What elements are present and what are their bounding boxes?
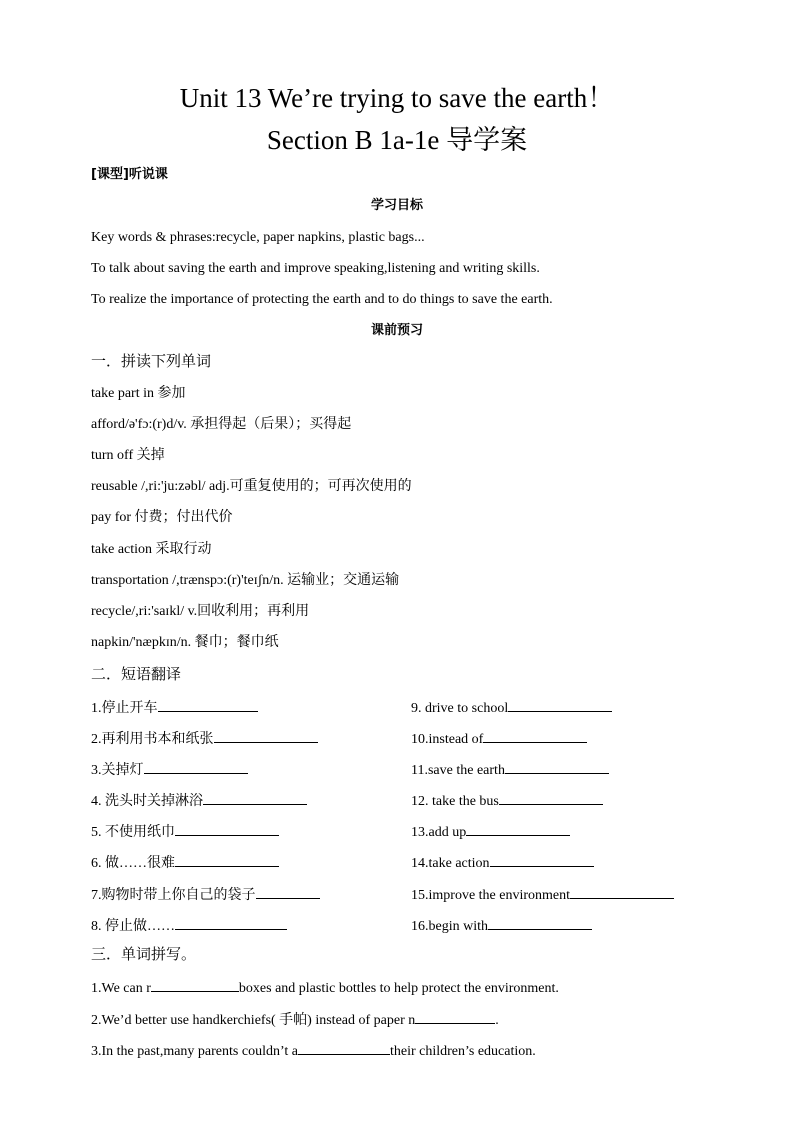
vocab-item: pay for 付费；付出代价 — [91, 510, 233, 525]
answer-blank[interactable] — [466, 821, 570, 836]
phrase-item — [411, 821, 570, 842]
spelling-rest: their children’s education. — [389, 1044, 536, 1059]
phrase-prompt: 4. 洗头时关掉淋浴 — [91, 794, 203, 809]
answer-blank[interactable] — [415, 1009, 495, 1024]
goal-line: To talk about saving the earth and improve speaking,listening and writing skills. — [91, 261, 540, 276]
unit-title: Unit 13 We’re trying to save the earth！ — [179, 83, 615, 113]
phrase-item — [91, 852, 279, 873]
phrase-item — [411, 915, 592, 936]
phrase-item — [91, 915, 287, 936]
phrase-prompt: 12. take the bus — [411, 794, 499, 809]
lesson-type: [课型]听说课 — [91, 167, 168, 182]
answer-blank[interactable] — [256, 884, 320, 899]
phrase-item — [91, 697, 258, 718]
goals-heading: 学习目标 — [370, 198, 423, 213]
answer-blank[interactable] — [175, 852, 279, 867]
phrase-prompt: 1.停止开车 — [91, 701, 158, 716]
vocab-item: turn off 关掉 — [91, 448, 165, 463]
answer-blank[interactable] — [214, 728, 318, 743]
answer-blank[interactable] — [158, 697, 258, 712]
part3-heading: 三．单词拼写。 — [91, 945, 197, 963]
preview-heading: 课前预习 — [370, 323, 423, 338]
phrase-item — [91, 728, 318, 749]
spelling-rest: . — [495, 1013, 499, 1028]
answer-blank[interactable] — [483, 728, 587, 743]
answer-blank[interactable] — [144, 759, 248, 774]
spelling-rest: boxes and plastic bottles to help protect the environment. — [238, 981, 559, 996]
phrase-item — [411, 759, 609, 780]
part2-heading: 二．短语翻译 — [91, 665, 182, 683]
phrase-item — [91, 821, 279, 842]
spelling-prompt: 3.In the past,many parents couldn’t a — [91, 1044, 298, 1059]
phrase-item — [411, 728, 587, 749]
phrase-prompt: 3.关掉灯 — [91, 763, 144, 778]
spelling-item — [91, 1009, 499, 1030]
spelling-item — [91, 1040, 536, 1061]
answer-blank[interactable] — [203, 790, 307, 805]
vocab-item: recycle/,ri:'saɪkl/ v.回收利用；再利用 — [91, 604, 310, 619]
phrase-prompt: 13.add up — [411, 825, 467, 840]
phrase-prompt: 9. drive to school — [411, 701, 509, 716]
vocab-item: take action 采取行动 — [91, 542, 212, 557]
answer-blank[interactable] — [175, 821, 279, 836]
phrase-item — [411, 697, 612, 718]
answer-blank[interactable] — [570, 884, 674, 899]
phrase-prompt: 7.购物时带上你自己的袋子 — [91, 888, 256, 903]
phrase-item — [411, 852, 594, 873]
goal-line: Key words & phrases:recycle, paper napkins, plastic bags... — [91, 230, 425, 245]
answer-blank[interactable] — [508, 697, 612, 712]
spelling-prompt: 1.We can r — [91, 981, 151, 996]
answer-blank[interactable] — [505, 759, 609, 774]
phrase-prompt: 14.take action — [411, 856, 490, 871]
phrase-prompt: 5. 不使用纸巾 — [91, 825, 175, 840]
phrase-item — [91, 884, 320, 905]
goal-line: To realize the importance of protecting the earth and to do things to save the earth. — [91, 292, 553, 307]
spelling-item — [91, 977, 559, 998]
phrase-prompt: 6. 做……很难 — [91, 856, 175, 871]
section-title: Section B 1a-1e 导学案 — [266, 125, 528, 155]
part1-heading: 一．拼读下列单词 — [91, 352, 212, 370]
answer-blank[interactable] — [488, 915, 592, 930]
answer-blank[interactable] — [499, 790, 603, 805]
phrase-prompt: 15.improve the environment — [411, 888, 571, 903]
answer-blank[interactable] — [298, 1040, 390, 1055]
vocab-item: afford/ə'fɔ:(r)d/v. 承担得起（后果）；买得起 — [91, 417, 352, 432]
vocab-item: reusable /,ri:'ju:zəbl/ adj.可重复使用的；可再次使用的 — [91, 479, 412, 494]
phrase-prompt: 2.再利用书本和纸张 — [91, 732, 214, 747]
phrase-item — [411, 884, 674, 905]
phrase-prompt: 16.begin with — [411, 919, 488, 934]
phrase-item — [91, 759, 248, 780]
phrase-prompt: 10.instead of — [411, 732, 484, 747]
phrase-prompt: 11.save the earth — [411, 763, 505, 778]
spelling-prompt: 2.We’d better use handkerchiefs( 手帕) instead of paper n — [91, 1013, 416, 1028]
phrase-item — [91, 790, 307, 811]
answer-blank[interactable] — [175, 915, 287, 930]
phrase-item — [411, 790, 603, 811]
answer-blank[interactable] — [151, 977, 239, 992]
vocab-item: transportation /,trænspɔ:(r)'teɪʃn/n. 运输业；交通运输 — [91, 573, 400, 588]
vocab-item: take part in 参加 — [91, 386, 186, 401]
vocab-item: napkin/'næpkɪn/n. 餐巾；餐巾纸 — [91, 635, 279, 650]
answer-blank[interactable] — [490, 852, 594, 867]
phrase-prompt: 8. 停止做…… — [91, 919, 175, 934]
